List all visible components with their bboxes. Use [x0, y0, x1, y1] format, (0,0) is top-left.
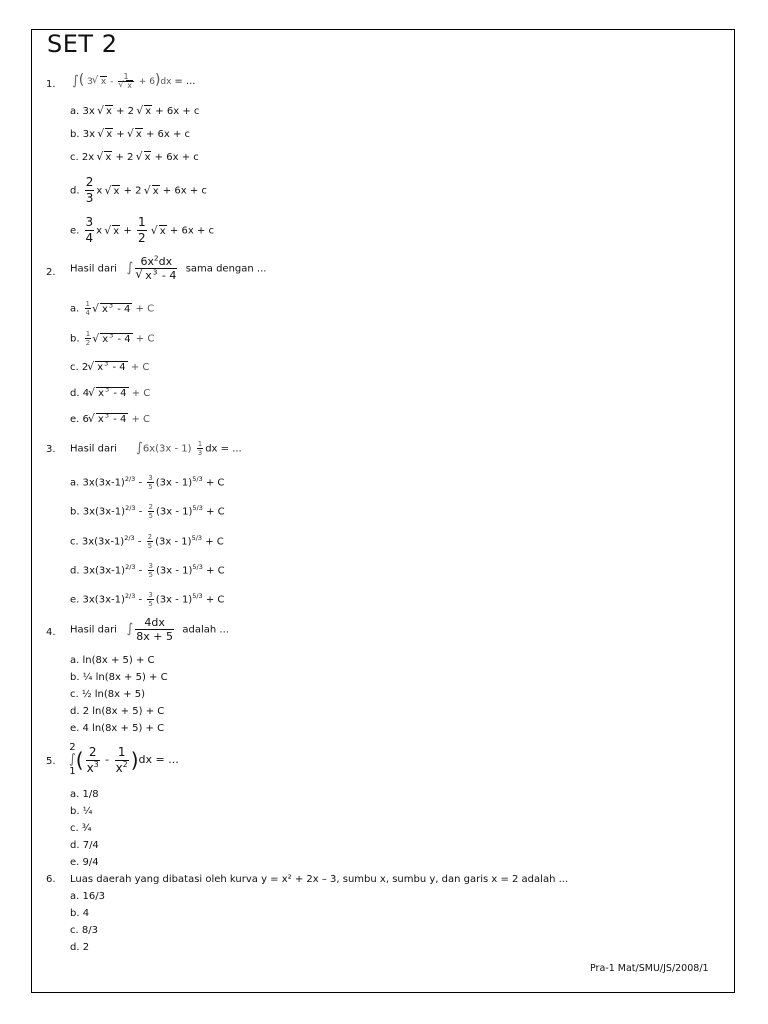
footer-code: Pra-1 Mat/SMU/JS/2008/1 — [590, 963, 709, 974]
question-3-option-d[interactable]: d. $3x(3x-1)^{2/3}$ - $\frac{3}{5}$ (3x - 1)$^{5/3}$ + C — [70, 562, 225, 579]
question-4-option-a[interactable]: a. ln(8x + 5) + C — [70, 655, 155, 666]
question-2-option-a[interactable]: a. $\frac{1}{4}$ √ $x^3 - 4 + C$ — [70, 300, 154, 317]
question-6-option-b[interactable]: b. 4 — [70, 908, 90, 919]
question-6-option-a[interactable]: a. 16/3 — [70, 891, 105, 902]
question-5-option-e[interactable]: e. 9/4 — [70, 857, 99, 868]
question-2-option-c[interactable]: c. 2√ $x^3 - 4 + C$ — [70, 362, 149, 374]
question-4-option-d[interactable]: d. 2 ln(8x + 5) + C — [70, 706, 165, 717]
question-1-option-a[interactable]: a. 3x √ x + 2 √ x + 6x + c — [70, 106, 199, 118]
question-5-number: 5. — [46, 756, 56, 767]
question-2-number: 2. — [46, 267, 56, 278]
question-1-option-d[interactable]: d. $\frac{2}{3}$ x √ x + 2 √ x + 6x + c — [70, 175, 207, 206]
question-3-option-a[interactable]: a. $3x(3x-1)^{2/3}$ - $\frac{3}{5}$ (3x - 1)$^{5/3}$ + C — [70, 474, 225, 491]
question-6-option-d[interactable]: d. 2 — [70, 942, 90, 953]
question-2-expression: Hasil dari ∫ $6x^2dx$ √ $x^3 - 4$ sama dengan ... — [70, 255, 266, 282]
question-2-option-b[interactable]: b. $\frac{1}{2}$ √ $x^3 - 4 + C$ — [70, 330, 154, 347]
question-5-option-c[interactable]: c. ¾ — [70, 823, 92, 834]
question-4-option-b[interactable]: b. ¼ ln(8x + 5) + C — [70, 672, 168, 683]
question-2-option-e[interactable]: e. 6√ $x^3 - 4 + C$ — [70, 414, 150, 426]
question-6-option-c[interactable]: c. 8/3 — [70, 925, 98, 936]
question-5-option-b[interactable]: b. ¼ — [70, 806, 93, 817]
question-1-option-b[interactable]: b. 3x √ x + √ x + 6x + c — [70, 129, 190, 141]
question-4-option-e[interactable]: e. 4 ln(8x + 5) + C — [70, 723, 165, 734]
question-3-option-b[interactable]: b. $3x(3x-1)^{2/3}$ - $\frac{2}{5}$ (3x - 1)$^{5/3}$ + C — [70, 503, 225, 520]
question-3-number: 3. — [46, 444, 56, 455]
question-5-option-d[interactable]: d. 7/4 — [70, 840, 99, 851]
question-1-number: 1. — [46, 79, 56, 90]
question-1-option-c[interactable]: c. 2x √ x + 2 √ x + 6x + c — [70, 152, 199, 164]
question-6-text: Luas daerah yang dibatasi oleh kurva y = x² + 2x – 3, sumbu x, sumbu y, dan garis x = 2 adalah ... — [70, 874, 569, 885]
question-4-number: 4. — [46, 627, 56, 638]
question-5-expression: 2 ∫ 1 ( $\frac{2}{x^3}$ - $\frac{1}{x^2}$ )dx = ... — [69, 742, 179, 777]
question-4-option-c[interactable]: c. ½ ln(8x + 5) — [70, 689, 146, 700]
question-1-option-e[interactable]: e. $\frac{3}{4}$ x √ x + $\frac{1}{2}$ √ x + 6x + c — [70, 215, 214, 246]
question-2-option-d[interactable]: d. 4√ $x^3 - 4 + C$ — [70, 388, 150, 400]
question-4-expression: Hasil dari ∫ $\frac{4dx}{8x + 5}$ adalah ... — [70, 616, 229, 643]
question-1-expression: ∫( 3√ x - 1 √ x + 6)dx = ... — [72, 73, 195, 90]
question-6-number: 6. — [46, 874, 56, 885]
set-title: SET 2 — [47, 30, 118, 58]
question-5-option-a[interactable]: a. 1/8 — [70, 789, 99, 800]
question-3-option-c[interactable]: c. $3x(3x-1)^{2/3}$ - $\frac{2}{5}$ (3x - 1)$^{5/3}$ + C — [70, 533, 224, 550]
question-3-expression: Hasil dari ∫6x(3x - 1) $\frac{1}{3}$ dx = ... — [70, 440, 242, 457]
question-3-option-e[interactable]: e. $3x(3x-1)^{2/3}$ - $\frac{3}{5}$ (3x - 1)$^{5/3}$ + C — [70, 591, 225, 608]
